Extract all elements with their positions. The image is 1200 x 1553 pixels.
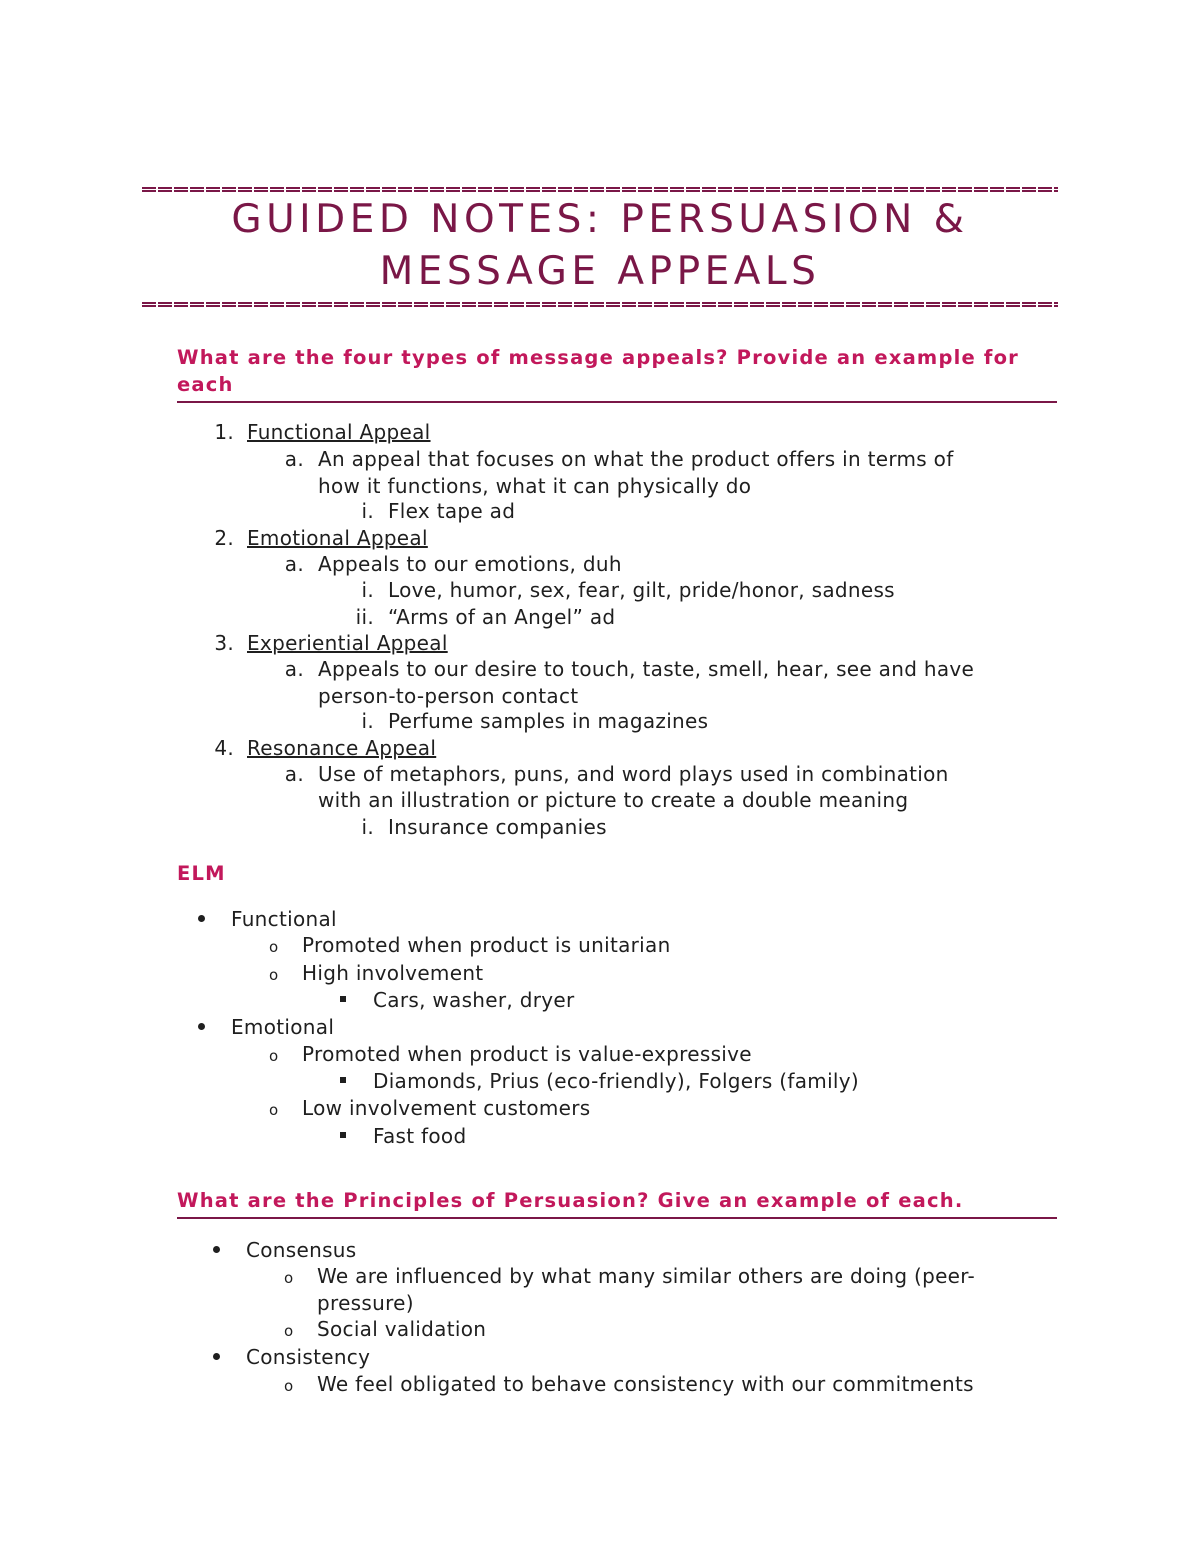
bullet-dot-icon: [213, 1246, 220, 1253]
list-roman: i.: [361, 499, 374, 523]
principle-consensus: Consensus: [246, 1238, 357, 1262]
appeal-example: Perfume samples in magazines: [388, 709, 709, 733]
appeal-title-functional: Functional Appeal: [247, 420, 431, 444]
title-line-2: MESSAGE APPEALS: [379, 249, 821, 294]
appeal-title-experiential: Experiential Appeal: [247, 631, 448, 655]
appeal-example: Flex tape ad: [388, 499, 516, 523]
list-roman: i.: [361, 578, 374, 602]
bullet-circle-icon: o: [269, 1101, 279, 1119]
list-letter: a.: [284, 657, 304, 681]
principle-detail-line: Social validation: [317, 1317, 487, 1341]
list-roman: i.: [361, 709, 374, 733]
bullet-circle-icon: o: [284, 1377, 294, 1395]
bullet-square-icon: [340, 996, 346, 1002]
appeal-description-line: An appeal that focuses on what the product offers in terms of: [318, 447, 954, 471]
bullet-circle-icon: o: [269, 966, 279, 984]
bullet-dot-icon: [198, 915, 205, 922]
appeal-description-line: Appeals to our emotions, duh: [318, 552, 622, 576]
elm-example: Fast food: [373, 1124, 467, 1148]
appeal-example: “Arms of an Angel” ad: [388, 605, 616, 629]
title-line-1: GUIDED NOTES: PERSUASION &: [231, 197, 969, 242]
bullet-circle-icon: o: [269, 938, 279, 956]
list-number: 1.: [214, 420, 234, 444]
elm-sub-item: Low involvement customers: [302, 1096, 591, 1120]
elm-example: Diamonds, Prius (eco-friendly), Folgers (family): [373, 1069, 860, 1093]
page-title: [142, 194, 1058, 298]
elm-example: Cars, washer, dryer: [373, 988, 575, 1012]
section-heading-elm: ELM: [177, 862, 226, 885]
section-heading-message-appeals: What are the four types of message appeals? Provide an example for each: [177, 344, 1057, 403]
appeal-title-resonance: Resonance Appeal: [247, 736, 437, 760]
bullet-circle-icon: o: [269, 1047, 279, 1065]
principle-consistency: Consistency: [246, 1345, 371, 1369]
bullet-dot-icon: [198, 1023, 205, 1030]
bullet-square-icon: [340, 1132, 346, 1138]
list-letter: a.: [284, 552, 304, 576]
list-number: 3.: [214, 631, 234, 655]
appeal-title-emotional: Emotional Appeal: [247, 526, 428, 550]
appeal-example: Insurance companies: [388, 815, 607, 839]
list-letter: a.: [284, 447, 304, 471]
elm-item-functional: Functional: [231, 907, 337, 931]
elm-item-emotional: Emotional: [231, 1015, 335, 1039]
principle-detail-line: We feel obligated to behave consistency with our commitments: [317, 1372, 974, 1396]
list-number: 2.: [214, 526, 234, 550]
bullet-dot-icon: [213, 1353, 220, 1360]
title-top-rule: [142, 187, 1058, 192]
list-roman: ii.: [355, 605, 374, 629]
list-letter: a.: [284, 762, 304, 786]
list-roman: i.: [361, 815, 374, 839]
appeal-description-line: Appeals to our desire to touch, taste, smell, hear, see and have: [318, 657, 975, 681]
list-number: 4.: [214, 736, 234, 760]
appeal-description-line: how it functions, what it can physically do: [318, 474, 752, 498]
appeal-description-line: Use of metaphors, puns, and word plays used in combination: [318, 762, 949, 786]
section-heading-principles: What are the Principles of Persuasion? Give an example of each.: [177, 1187, 1057, 1219]
elm-sub-item: Promoted when product is unitarian: [302, 933, 671, 957]
principle-detail-line: We are influenced by what many similar others are doing (peer-: [317, 1264, 976, 1288]
bullet-circle-icon: o: [284, 1269, 294, 1287]
appeal-description-line: with an illustration or picture to create a double meaning: [318, 788, 909, 812]
elm-sub-item: High involvement: [302, 961, 484, 985]
appeal-description-line: person-to-person contact: [318, 684, 579, 708]
principle-detail-line: pressure): [317, 1291, 414, 1315]
appeal-example: Love, humor, sex, fear, gilt, pride/honor, sadness: [388, 578, 895, 602]
bullet-circle-icon: o: [284, 1322, 294, 1340]
bullet-square-icon: [340, 1077, 346, 1083]
title-bottom-rule: [142, 302, 1058, 307]
elm-sub-item: Promoted when product is value-expressive: [302, 1042, 752, 1066]
